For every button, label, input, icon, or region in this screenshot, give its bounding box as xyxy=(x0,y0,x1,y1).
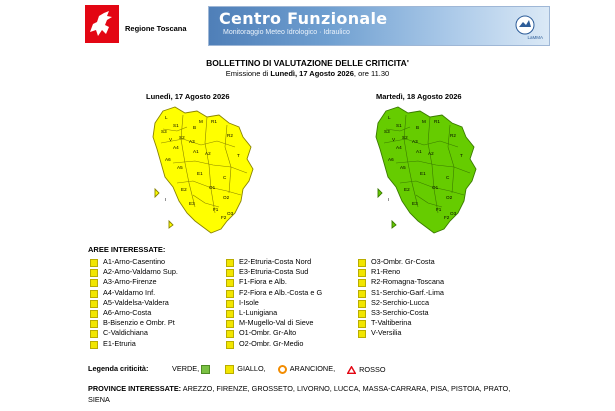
area-item xyxy=(90,318,178,328)
zone-code-label: F1 xyxy=(436,207,442,212)
area-label: E1-Etruria xyxy=(103,338,136,348)
yellow-square-icon xyxy=(226,259,234,267)
zone-code-label: S3 xyxy=(384,129,390,134)
area-label: C-Valdichiana xyxy=(103,328,148,338)
area-item xyxy=(90,308,178,318)
zone-code-label: E3 xyxy=(412,201,418,206)
red-triangle-icon xyxy=(347,366,356,374)
region-outline xyxy=(376,107,476,233)
zone-code-label: R2 xyxy=(450,133,456,138)
zone-code-label: O2 xyxy=(223,195,230,200)
yellow-square-icon xyxy=(90,330,98,338)
yellow-square-icon xyxy=(90,310,98,318)
emission-prefix: Emissione di xyxy=(225,69,269,78)
emission-time: , ore 11.30 xyxy=(353,69,390,78)
area-label: A6-Arno-Costa xyxy=(103,307,152,317)
zone-code-label: O1 xyxy=(432,185,439,190)
area-label: E2-Etruria-Costa Nord xyxy=(239,257,312,266)
area-label: B-Bisenzio e Ombr. Pt xyxy=(103,318,175,328)
yellow-square-icon xyxy=(90,279,98,287)
area-label: A4-Valdarno Inf. xyxy=(103,287,156,297)
zone-code-label: A5 xyxy=(177,165,183,170)
area-label: T-Valtiberina xyxy=(371,318,412,328)
zone-code-label: A5 xyxy=(400,165,406,170)
region-outline xyxy=(153,107,253,233)
area-label: A5-Valdelsa-Valdera xyxy=(103,297,169,307)
zone-code-label: E3 xyxy=(189,201,195,206)
yellow-square-icon xyxy=(226,300,234,308)
zone-code-label: F1 xyxy=(213,207,219,212)
zone-code-label: S1 xyxy=(396,123,402,128)
zone-code-label: R2 xyxy=(227,133,233,138)
emission-line xyxy=(0,69,615,78)
map-label-day1: Lunedì, 17 Agosto 2026 xyxy=(146,92,230,101)
areas-column-2 xyxy=(226,257,322,349)
regione-toscana-logo xyxy=(85,5,197,45)
zone-code-label: F2 xyxy=(221,215,227,220)
area-item xyxy=(226,318,322,328)
area-label: S1-Serchio-Garf.-Lima xyxy=(371,287,444,297)
zone-code-label: F2 xyxy=(444,215,450,220)
yellow-square-icon xyxy=(225,365,234,374)
zone-code-label: V xyxy=(169,137,173,142)
yellow-square-icon xyxy=(226,279,234,287)
area-label: O3-Ombr. Gr-Costa xyxy=(371,257,435,266)
area-label: F2-Fiora e Alb.-Costa e G xyxy=(239,287,323,297)
yellow-square-icon xyxy=(90,269,98,277)
area-label: R1-Reno xyxy=(371,267,401,277)
areas-column-3 xyxy=(358,257,444,339)
area-item xyxy=(90,267,178,277)
yellow-square-icon xyxy=(226,269,234,277)
area-item xyxy=(226,328,322,338)
area-label: A3-Arno-Firenze xyxy=(103,277,157,287)
legend-item-verde: VERDE, xyxy=(172,364,213,374)
yellow-square-icon xyxy=(358,330,366,338)
zone-code-label: L xyxy=(388,115,391,120)
legend-item-rosso: ROSSO xyxy=(347,365,385,374)
yellow-square-icon xyxy=(358,279,366,287)
legend-item-giallo: GIALLO, xyxy=(225,364,265,374)
yellow-square-icon xyxy=(226,290,234,298)
zone-code-label: A3 xyxy=(189,139,195,144)
emission-date: Lunedì, 17 Agosto 2026 xyxy=(270,69,354,78)
zone-code-label: A3 xyxy=(412,139,418,144)
areas-column-1 xyxy=(90,257,178,349)
lamma-label: LaMMA xyxy=(527,35,543,40)
yellow-square-icon xyxy=(90,300,98,308)
area-label: O1-Ombr. Gr-Alto xyxy=(239,328,297,338)
areas-title: AREE INTERESSATE: xyxy=(88,245,166,254)
area-item xyxy=(358,328,444,338)
area-item xyxy=(90,298,178,308)
yellow-square-icon xyxy=(90,341,98,349)
zone-code-label: A4 xyxy=(396,145,402,150)
area-item xyxy=(226,277,322,287)
orange-circle-icon xyxy=(278,365,287,374)
zone-code-label: A1 xyxy=(193,149,199,154)
area-item xyxy=(90,328,178,338)
area-item xyxy=(358,277,444,287)
area-item xyxy=(90,277,178,287)
zone-code-label: A1 xyxy=(416,149,422,154)
zone-code-label: E2 xyxy=(181,187,187,192)
green-square-icon xyxy=(201,365,210,374)
zone-code-label: S1 xyxy=(173,123,179,128)
area-item xyxy=(358,288,444,298)
zone-code-label: O1 xyxy=(209,185,216,190)
zone-code-label: A6 xyxy=(165,157,171,162)
area-item xyxy=(358,298,444,308)
zone-code-label: I xyxy=(165,197,167,202)
area-item xyxy=(90,257,178,267)
area-item xyxy=(226,308,322,318)
pegasus-logo-icon xyxy=(85,5,119,43)
zone-code-label: E1 xyxy=(197,171,203,176)
zone-code-label: B xyxy=(193,125,197,130)
tuscany-map-day1 xyxy=(143,103,255,238)
area-label: S2-Serchio-Lucca xyxy=(371,297,429,307)
banner-subtitle: Monitoraggio Meteo Idrologico · Idraulico xyxy=(223,29,350,36)
yellow-square-icon xyxy=(226,320,234,328)
yellow-square-icon xyxy=(358,269,366,277)
area-item xyxy=(90,339,178,349)
yellow-square-icon xyxy=(226,330,234,338)
bulletin-title: BOLLETTINO DI VALUTAZIONE DELLE CRITICITA' xyxy=(206,58,409,68)
banner-title: Centro Funzionale xyxy=(219,9,388,28)
zone-code-label: T xyxy=(237,153,240,158)
tuscany-map-day2 xyxy=(366,103,478,238)
zone-code-label: A4 xyxy=(173,145,179,150)
zone-code-label: I xyxy=(388,197,390,202)
yellow-square-icon xyxy=(90,290,98,298)
area-item xyxy=(358,308,444,318)
yellow-square-icon xyxy=(358,259,366,267)
zone-code-label: B xyxy=(416,125,420,130)
zone-code-label: O2 xyxy=(446,195,453,200)
area-item xyxy=(90,288,178,298)
legend-item-arancione: ARANCIONE, xyxy=(278,364,335,374)
zone-code-label: M xyxy=(199,119,203,124)
area-label: I-Isole xyxy=(239,297,259,307)
provinces-label: PROVINCE INTERESSATE: xyxy=(88,384,182,393)
legend-label: Legenda criticità: xyxy=(88,364,149,373)
zone-code-label: T xyxy=(460,153,463,158)
zone-code-label: O3 xyxy=(227,211,234,216)
area-label: E3-Etruria-Costa Sud xyxy=(239,267,309,277)
zone-code-label: A2 xyxy=(428,151,434,156)
provinces-list: AREZZO, FIRENZE, GROSSETO, LIVORNO, LUCCA, MASSA-CARRARA, PISA, PISTOIA, PRATO, SIENA xyxy=(88,384,511,404)
yellow-square-icon xyxy=(358,290,366,298)
area-label: L-Lunigiana xyxy=(239,307,278,317)
area-label: F1-Fiora e Alb. xyxy=(239,277,287,287)
legend xyxy=(88,364,396,374)
area-item xyxy=(226,257,322,267)
yellow-square-icon xyxy=(90,259,98,267)
zone-code-label: E2 xyxy=(404,187,410,192)
area-label: S3-Serchio-Costa xyxy=(371,307,429,317)
zone-code-label: V xyxy=(392,137,396,142)
yellow-square-icon xyxy=(90,320,98,328)
yellow-square-icon xyxy=(226,341,234,349)
zone-code-label: A6 xyxy=(388,157,394,162)
yellow-square-icon xyxy=(358,320,366,328)
zone-code-label: R1 xyxy=(211,119,217,124)
centro-funzionale-banner xyxy=(208,6,550,46)
zone-code-label: C xyxy=(446,175,450,180)
area-label: M-Mugello-Val di Sieve xyxy=(239,318,314,328)
area-label: R2-Romagna-Toscana xyxy=(371,277,445,287)
area-item xyxy=(226,339,322,349)
yellow-square-icon xyxy=(358,300,366,308)
yellow-square-icon xyxy=(358,310,366,318)
zone-code-label: S2 xyxy=(402,135,408,140)
area-item xyxy=(358,318,444,328)
area-item xyxy=(358,257,444,267)
zone-code-label: L xyxy=(165,115,168,120)
area-item xyxy=(226,298,322,308)
region-name: Regione Toscana xyxy=(125,24,187,33)
zone-code-label: S3 xyxy=(161,129,167,134)
zone-code-label: S2 xyxy=(179,135,185,140)
map-label-day2: Martedì, 18 Agosto 2026 xyxy=(376,92,462,101)
zone-code-label: A2 xyxy=(205,151,211,156)
area-item xyxy=(226,267,322,277)
area-label: A1-Arno-Casentino xyxy=(103,257,166,266)
zone-code-label: E1 xyxy=(420,171,426,176)
area-label: A2-Arno-Valdarno Sup. xyxy=(103,267,178,277)
zone-code-label: R1 xyxy=(434,119,440,124)
zone-code-label: M xyxy=(422,119,426,124)
area-item xyxy=(226,288,322,298)
zone-code-label: C xyxy=(223,175,227,180)
yellow-square-icon xyxy=(226,310,234,318)
area-item xyxy=(358,267,444,277)
provinces xyxy=(88,384,528,405)
area-label: V-Versilia xyxy=(371,328,402,338)
area-label: O2-Ombr. Gr-Medio xyxy=(239,338,304,348)
lamma-logo-icon xyxy=(515,15,535,35)
zone-code-label: O3 xyxy=(450,211,457,216)
